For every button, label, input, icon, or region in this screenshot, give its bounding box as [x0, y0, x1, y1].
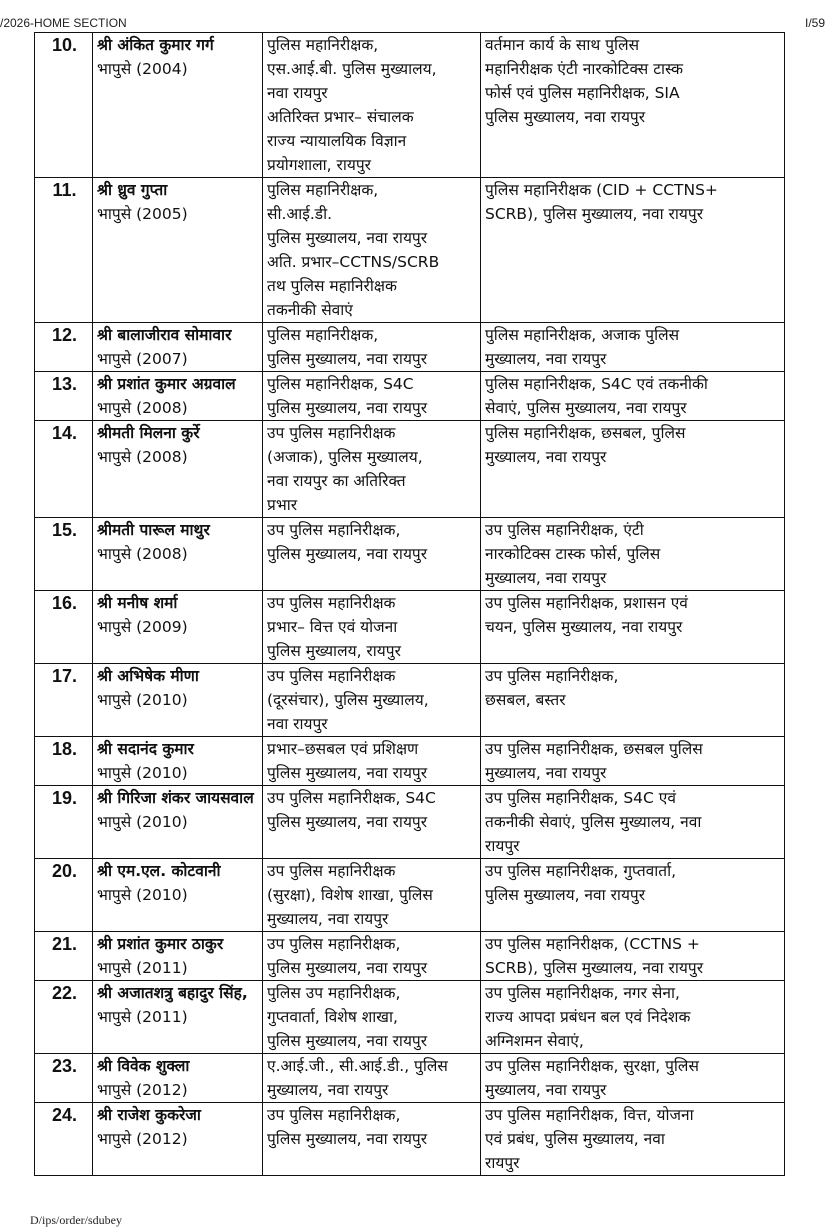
- table-row: [35, 372, 785, 421]
- officer-name: श्री प्रशांत कुमार अग्रवाल: [97, 375, 236, 393]
- table-row: [35, 737, 785, 786]
- serial-number: 12.: [35, 323, 93, 372]
- officer-cell: [93, 932, 263, 981]
- table-row: [35, 786, 785, 859]
- officer-batch: भापुसे (2012): [97, 1081, 188, 1099]
- new-posting: उप पुलिस महानिरीक्षक, नगर सेना, राज्य आपदा प्रबंधन बल एवं निदेशक अग्निशमन सेवाएं,: [481, 981, 785, 1054]
- new-posting: उप पुलिस महानिरीक्षक, एंटी नारकोटिक्स टास्क फोर्स, पुलिस मुख्यालय, नवा रायपुर: [481, 518, 785, 591]
- new-posting: वर्तमान कार्य के साथ पुलिस महानिरीक्षक एंटी नारकोटिक्स टास्क फोर्स एवं पुलिस महानिरीक्षक, SIA पुलिस मुख्यालय, नवा रायपुर: [481, 33, 785, 178]
- table-row: [35, 859, 785, 932]
- table-row: [35, 323, 785, 372]
- officer-name: श्री बालाजीराव सोमावार: [97, 326, 232, 344]
- table-row: [35, 591, 785, 664]
- officer-cell: [93, 737, 263, 786]
- officer-name: श्री विवेक शुक्ला: [97, 1057, 190, 1075]
- serial-number: 19.: [35, 786, 93, 859]
- officer-batch: भापुसे (2009): [97, 618, 188, 636]
- serial-number: 11.: [35, 178, 93, 323]
- current-posting: पुलिस महानिरीक्षक, S4C पुलिस मुख्यालय, नवा रायपुर: [263, 372, 481, 421]
- officer-cell: [93, 1054, 263, 1103]
- serial-number: 22.: [35, 981, 93, 1054]
- officer-name: श्री अजातशत्रु बहादुर सिंह,: [97, 984, 248, 1002]
- current-posting: पुलिस महानिरीक्षक, एस.आई.बी. पुलिस मुख्यालय, नवा रायपुर अतिरिक्त प्रभार– संचालक राज्य न्यायालयिक विज्ञान प्रयोगशाला, रायपुर: [263, 33, 481, 178]
- serial-number: 23.: [35, 1054, 93, 1103]
- new-posting: उप पुलिस महानिरीक्षक, S4C एवं तकनीकी सेवाएं, पुलिस मुख्यालय, नवा रायपुर: [481, 786, 785, 859]
- new-posting: उप पुलिस महानिरीक्षक, वित्त, योजना एवं प्रबंध, पुलिस मुख्यालय, नवा रायपुर: [481, 1103, 785, 1176]
- officer-name: श्री प्रशांत कुमार ठाकुर: [97, 935, 224, 953]
- officer-batch: भापुसे (2010): [97, 813, 188, 831]
- serial-number: 14.: [35, 421, 93, 518]
- officer-batch: भापुसे (2010): [97, 886, 188, 904]
- officer-name: श्री गिरिजा शंकर जायसवाल: [97, 789, 254, 807]
- table-row: [35, 1103, 785, 1176]
- current-posting: ए.आई.जी., सी.आई.डी., पुलिस मुख्यालय, नवा रायपुर: [263, 1054, 481, 1103]
- officer-batch: भापुसे (2008): [97, 399, 188, 417]
- officer-name: श्री मनीष शर्मा: [97, 594, 178, 612]
- officer-cell: [93, 859, 263, 932]
- serial-number: 13.: [35, 372, 93, 421]
- current-posting: उप पुलिस महानिरीक्षक, पुलिस मुख्यालय, नवा रायपुर: [263, 1103, 481, 1176]
- table-row: [35, 664, 785, 737]
- officer-batch: भापुसे (2008): [97, 448, 188, 466]
- officer-batch: भापुसे (2005): [97, 205, 188, 223]
- current-posting: उप पुलिस महानिरीक्षक, पुलिस मुख्यालय, नवा रायपुर: [263, 932, 481, 981]
- new-posting: पुलिस महानिरीक्षक, S4C एवं तकनीकी सेवाएं, पुलिस मुख्यालय, नवा रायपुर: [481, 372, 785, 421]
- officer-cell: [93, 981, 263, 1054]
- file-reference: D/ips/order/sdubey: [30, 1213, 122, 1227]
- officer-batch: भापुसे (2011): [97, 1008, 188, 1026]
- officer-batch: भापुसे (2011): [97, 959, 188, 977]
- officer-cell: [93, 786, 263, 859]
- serial-number: 24.: [35, 1103, 93, 1176]
- current-posting: पुलिस महानिरीक्षक, सी.आई.डी. पुलिस मुख्यालय, नवा रायपुर अति. प्रभार–CCTNS/SCRB तथ पुलिस महानिरीक्षक तकनीकी सेवाएं: [263, 178, 481, 323]
- serial-number: 16.: [35, 591, 93, 664]
- table-row: [35, 932, 785, 981]
- officer-cell: [93, 518, 263, 591]
- officer-cell: [93, 1103, 263, 1176]
- officer-batch: भापुसे (2004): [97, 60, 188, 78]
- officer-name: श्री ध्रुव गुप्ता: [97, 181, 168, 199]
- new-posting: उप पुलिस महानिरीक्षक, (CCTNS + SCRB), पुलिस मुख्यालय, नवा रायपुर: [481, 932, 785, 981]
- serial-number: 10.: [35, 33, 93, 178]
- serial-number: 17.: [35, 664, 93, 737]
- new-posting: उप पुलिस महानिरीक्षक, छसबल, बस्तर: [481, 664, 785, 737]
- officer-cell: [93, 33, 263, 178]
- header-section-ref: /2026-HOME SECTION: [0, 16, 127, 30]
- officer-name: श्रीमती पारूल माथुर: [97, 521, 210, 539]
- table-row: [35, 518, 785, 591]
- table-row: [35, 178, 785, 323]
- new-posting: उप पुलिस महानिरीक्षक, गुप्तवार्ता, पुलिस मुख्यालय, नवा रायपुर: [481, 859, 785, 932]
- officer-batch: भापुसे (2010): [97, 764, 188, 782]
- posting-orders-table: [34, 32, 785, 1176]
- serial-number: 15.: [35, 518, 93, 591]
- officer-batch: भापुसे (2008): [97, 545, 188, 563]
- table-row: [35, 1054, 785, 1103]
- table-body: [35, 33, 785, 1176]
- officer-batch: भापुसे (2012): [97, 1130, 188, 1148]
- new-posting: उप पुलिस महानिरीक्षक, छसबल पुलिस मुख्यालय, नवा रायपुर: [481, 737, 785, 786]
- current-posting: पुलिस महानिरीक्षक, पुलिस मुख्यालय, नवा रायपुर: [263, 323, 481, 372]
- table-row: [35, 981, 785, 1054]
- officer-name: श्री राजेश कुकरेजा: [97, 1106, 201, 1124]
- current-posting: प्रभार–छसबल एवं प्रशिक्षण पुलिस मुख्यालय, नवा रायपुर: [263, 737, 481, 786]
- current-posting: उप पुलिस महानिरीक्षक (सुरक्षा), विशेष शाखा, पुलिस मुख्यालय, नवा रायपुर: [263, 859, 481, 932]
- current-posting: उप पुलिस महानिरीक्षक (अजाक), पुलिस मुख्यालय, नवा रायपुर का अतिरिक्त प्रभार: [263, 421, 481, 518]
- officer-name: श्रीमती मिलना कुर्रे: [97, 424, 200, 442]
- current-posting: उप पुलिस महानिरीक्षक, पुलिस मुख्यालय, नवा रायपुर: [263, 518, 481, 591]
- officer-name: श्री एम.एल. कोटवानी: [97, 862, 221, 880]
- officer-cell: [93, 421, 263, 518]
- current-posting: पुलिस उप महानिरीक्षक, गुप्तवार्ता, विशेष शाखा, पुलिस मुख्यालय, नवा रायपुर: [263, 981, 481, 1054]
- officer-cell: [93, 178, 263, 323]
- officer-name: श्री अभिषेक मीणा: [97, 667, 199, 685]
- current-posting: उप पुलिस महानिरीक्षक प्रभार– वित्त एवं योजना पुलिस मुख्यालय, रायपुर: [263, 591, 481, 664]
- officer-cell: [93, 664, 263, 737]
- officer-name: श्री सदानंद कुमार: [97, 740, 194, 758]
- new-posting: पुलिस महानिरीक्षक, अजाक पुलिस मुख्यालय, नवा रायपुर: [481, 323, 785, 372]
- officer-batch: भापुसे (2010): [97, 691, 188, 709]
- table-row: [35, 421, 785, 518]
- officer-batch: भापुसे (2007): [97, 350, 188, 368]
- new-posting: पुलिस महानिरीक्षक, छसबल, पुलिस मुख्यालय, नवा रायपुर: [481, 421, 785, 518]
- serial-number: 21.: [35, 932, 93, 981]
- new-posting: उप पुलिस महानिरीक्षक, प्रशासन एवं चयन, पुलिस मुख्यालय, नवा रायपुर: [481, 591, 785, 664]
- officer-cell: [93, 372, 263, 421]
- officer-name: श्री अंकित कुमार गर्ग: [97, 36, 214, 54]
- officer-cell: [93, 323, 263, 372]
- current-posting: उप पुलिस महानिरीक्षक (दूरसंचार), पुलिस मुख्यालय, नवा रायपुर: [263, 664, 481, 737]
- current-posting: उप पुलिस महानिरीक्षक, S4C पुलिस मुख्यालय, नवा रायपुर: [263, 786, 481, 859]
- serial-number: 18.: [35, 737, 93, 786]
- serial-number: 20.: [35, 859, 93, 932]
- new-posting: उप पुलिस महानिरीक्षक, सुरक्षा, पुलिस मुख्यालय, नवा रायपुर: [481, 1054, 785, 1103]
- officer-cell: [93, 591, 263, 664]
- header-page-ref: I/59: [804, 16, 825, 30]
- table-row: [35, 33, 785, 178]
- new-posting: पुलिस महानिरीक्षक (CID + CCTNS+ SCRB), पुलिस मुख्यालय, नवा रायपुर: [481, 178, 785, 323]
